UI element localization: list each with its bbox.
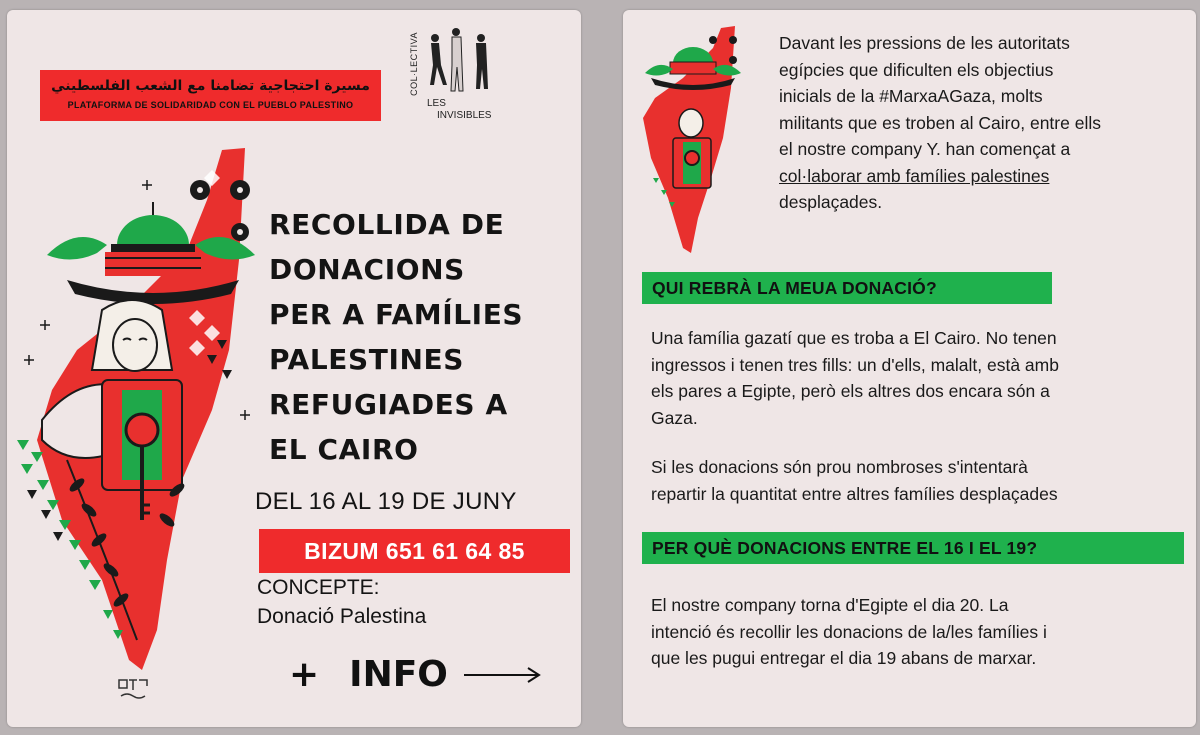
intro-line: inicials de la #MarxaAGaza, molts xyxy=(779,86,1043,106)
title-line: EL CAIRO xyxy=(269,433,419,466)
paragraph-return-date xyxy=(651,592,1171,672)
banner-spanish-text: PLATAFORMA DE SOLIDARIDAD CON EL PUEBLO PALESTINO xyxy=(67,100,354,110)
banner-arabic-text: مسيرة احتجاجية تضامنا مع الشعب الفلسطيني xyxy=(51,78,370,94)
collective-vertical-text: COL·LECTIVA xyxy=(409,32,419,96)
collective-invisibles-text: INVISIBLES xyxy=(437,110,492,121)
title-line: PER A FAMÍLIES xyxy=(269,298,524,331)
arrow-right-icon xyxy=(462,665,542,685)
heading-why-dates: PER QUÈ DONACIONS ENTRE EL 16 I EL 19? xyxy=(642,532,1184,564)
walking-people-icon xyxy=(407,24,517,104)
poster-title xyxy=(269,202,579,472)
paragraph-line: Si les donacions són prou nombroses s'intentarà xyxy=(651,457,1028,477)
intro-underlined-text: col·laborar amb famílies palestines xyxy=(779,165,1050,186)
intro-line: militants que es troben al Cairo, entre ells xyxy=(779,112,1101,133)
paragraph-line: repartir la quantitat entre altres famílies desplaçades xyxy=(651,483,1058,504)
paragraph-line: els pares a Egipte, però els altres dos encara són a xyxy=(651,381,1050,401)
title-line: RECOLLIDA DE xyxy=(269,208,505,241)
solidarity-banner xyxy=(40,70,381,121)
paragraph-line: Una família gazatí que es troba a El Cairo. No tenen xyxy=(651,328,1057,348)
title-line: PALESTINES xyxy=(269,343,464,376)
left-poster xyxy=(7,10,581,727)
intro-line: el nostre company Y. han començat a xyxy=(779,139,1071,159)
intro-line: Davant les pressions de les autoritats xyxy=(779,33,1070,53)
concept-value: Donació Palestina xyxy=(257,605,427,628)
paragraph-line: ingressos i tenen tres fills: un d'ells, malalt, està amb xyxy=(651,354,1059,375)
paragraph-line: El nostre company torna d'Egipte el dia 20. La xyxy=(651,595,1009,615)
intro-line: egípcies que dificulten els objectius xyxy=(779,59,1054,80)
more-info-link[interactable] xyxy=(289,654,542,695)
paragraph-family-description xyxy=(651,325,1171,431)
collective-logo xyxy=(407,24,517,134)
intro-line: desplaçades. xyxy=(779,192,883,212)
paragraph-line: intenció és recollir les donacions de la/les famílies i xyxy=(651,621,1047,642)
intro-paragraph xyxy=(779,30,1179,216)
paragraph-extra-donations xyxy=(651,454,1171,507)
palestine-map-illustration xyxy=(7,140,267,700)
paragraph-line: que les pugui entregar el dia 19 abans de marxar. xyxy=(651,648,1037,668)
title-line: DONACIONS xyxy=(269,253,465,286)
paragraph-line: Gaza. xyxy=(651,407,698,428)
small-palestine-illustration xyxy=(633,18,743,258)
artist-stamp-icon xyxy=(115,676,151,704)
info-label: INFO xyxy=(349,654,448,695)
date-range: DEL 16 AL 19 DE JUNY xyxy=(255,488,517,515)
collective-les-text: LES xyxy=(427,98,446,109)
heading-who-receives: QUI REBRÀ LA MEUA DONACIÓ? xyxy=(642,272,1052,304)
right-poster xyxy=(623,10,1196,727)
concept-label: CONCEPTE: xyxy=(257,576,380,599)
title-line: REFUGIADES A xyxy=(269,388,508,421)
plus-sign: + xyxy=(289,654,320,695)
bizum-number: BIZUM 651 61 64 85 xyxy=(259,529,570,573)
